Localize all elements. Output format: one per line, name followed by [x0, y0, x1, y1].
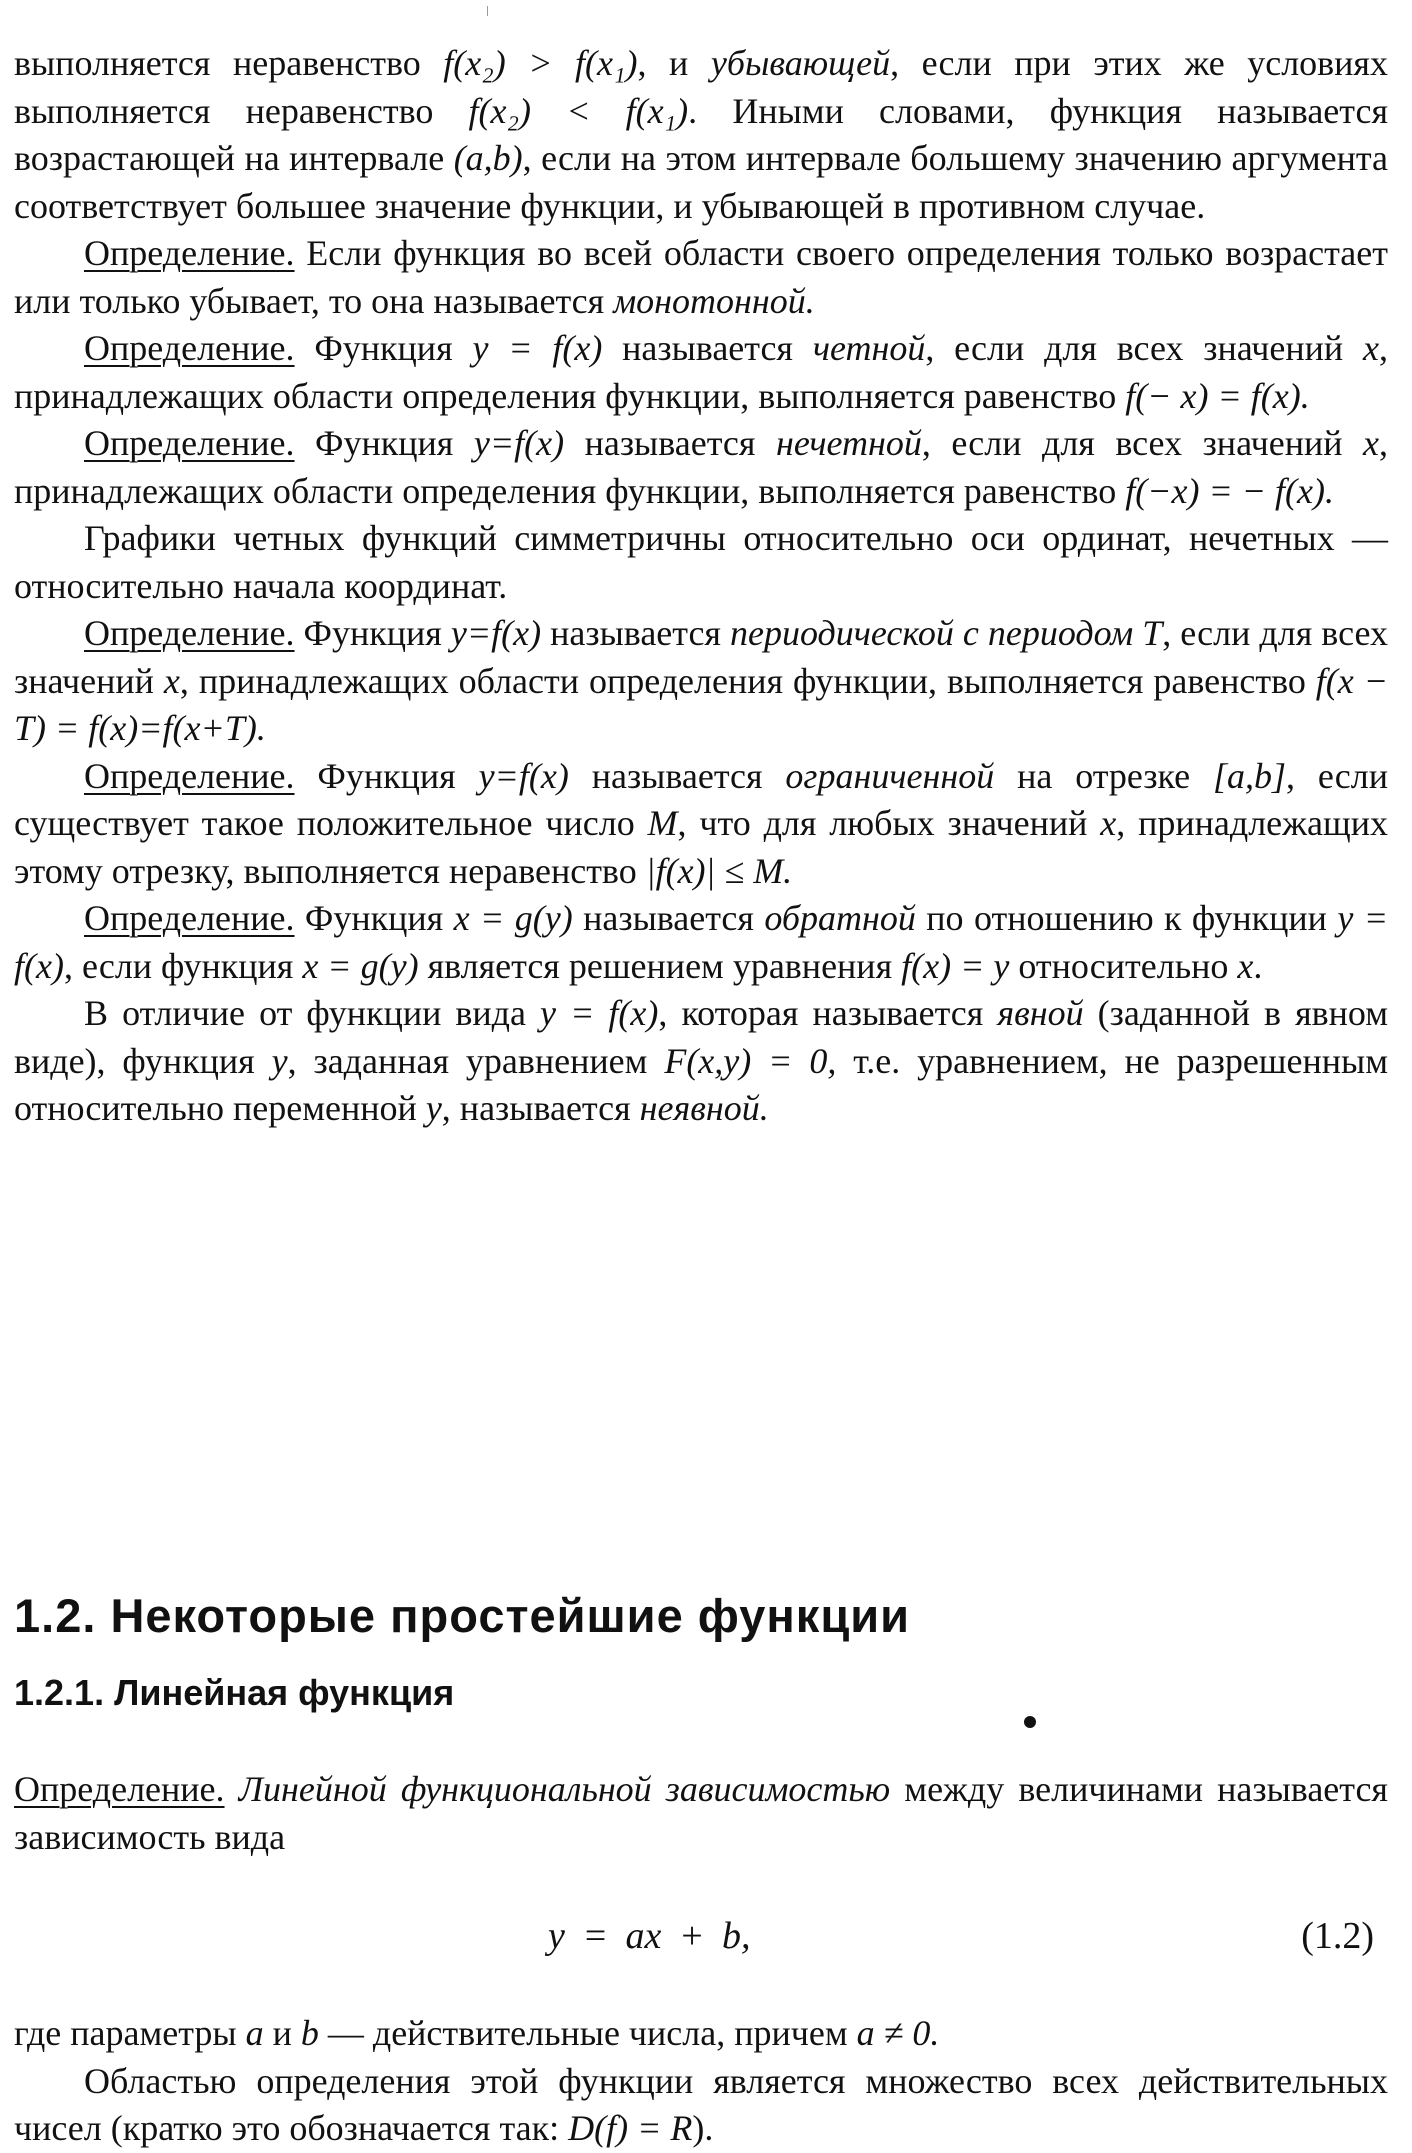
text-run: называется: [568, 755, 786, 796]
formula-1-2: [0, 1914, 1388, 1964]
math-or-term: периодической с периодом T: [730, 613, 1163, 653]
math-or-term: убывающей: [710, 43, 891, 83]
text-run: Функция: [294, 613, 451, 653]
text-run: т.е. уравнением, не разрешенным относительно переменной: [14, 1040, 1389, 1128]
text-run: на отрезке: [994, 755, 1213, 796]
text-run: . Иными словами, функция называется возрастающей на интервале: [14, 90, 1388, 178]
math-or-term: f(x) = y: [901, 945, 1010, 986]
text-run: , если для всех значений: [925, 328, 1364, 368]
math-or-term: f(x₂) > f(x₁): [443, 43, 638, 83]
math-or-term: M: [647, 803, 678, 843]
text-run: , если при этих же условиях выполняется неравенство: [14, 43, 1388, 131]
stray-dot: [1024, 1716, 1036, 1728]
text-run: , если для всех значений: [14, 613, 1388, 701]
math-or-term: x: [1363, 328, 1379, 368]
definition-label: Определение.: [84, 233, 295, 273]
text-run: ).: [692, 2108, 714, 2148]
math-or-term: явной: [997, 993, 1084, 1033]
text-run: Функция: [294, 423, 474, 463]
text-run: , заданная уравнением: [287, 1040, 665, 1081]
text-run: называется: [572, 898, 765, 938]
text-run: , принадлежащих области определения функции, выполняется равенство: [179, 660, 1316, 701]
math-or-term: x: [163, 660, 180, 701]
text-run: Графики четных функций симметричны относительно оси ординат, нечетных — относительно начала координат.: [14, 518, 1388, 606]
definition-label: Определение.: [84, 328, 295, 368]
text-run: , называется: [441, 1088, 640, 1128]
math-or-term: нечетной: [775, 423, 922, 463]
text-run: — действительные числа, причем: [318, 2013, 857, 2053]
math-or-term: обратной: [764, 898, 916, 938]
text-run: , принадлежащих области определения функции, выполняется равенство: [14, 328, 1388, 416]
text-run: по отношению к функции: [915, 898, 1338, 938]
math-or-term: x = g(y): [302, 945, 419, 986]
scan-mark: [487, 6, 488, 16]
upper-text-block: [14, 40, 1388, 1133]
text-run: Функция: [294, 328, 473, 368]
text-run: между величинами называется зависимость вида: [14, 1769, 1388, 1857]
definition-label: Определение.: [84, 613, 295, 653]
definition-label: Определение.: [14, 1769, 225, 1809]
math-or-term: a: [245, 2013, 264, 2053]
math-or-term: y: [425, 1088, 442, 1128]
paragraph: [14, 230, 1388, 325]
definition-label: Определение.: [84, 423, 295, 463]
paragraph: [14, 990, 1388, 1133]
math-or-term: y: [271, 1040, 288, 1081]
text-run: , если функция: [63, 945, 303, 986]
section-heading: 1.2. Некоторые простейшие функции: [14, 1589, 911, 1642]
math-or-term: y=f(x): [473, 423, 565, 463]
math-or-term: неявной.: [639, 1088, 769, 1128]
paragraph: [14, 40, 1388, 230]
text-run: относительно: [1009, 945, 1238, 986]
definition-label: Определение.: [84, 898, 295, 938]
text-run: , принадлежащих области определения функции, выполняется равенство: [14, 423, 1388, 511]
text-run: Функция: [294, 898, 454, 938]
math-or-term: x: [1237, 945, 1254, 986]
text-run: , что для любых значений: [677, 803, 1101, 843]
paragraph: [14, 610, 1388, 753]
formula-number: (1.2): [1301, 1915, 1374, 1957]
text-run: , и: [637, 43, 711, 83]
math-or-term: y = f(x): [14, 898, 1389, 986]
text-run: , которая называется: [658, 993, 998, 1033]
paragraph: [14, 2058, 1388, 2153]
paragraph: [14, 895, 1388, 990]
math-or-term: y = f(x): [472, 328, 603, 368]
paragraph: [14, 1766, 1388, 1861]
math-or-term: (a,b): [453, 138, 523, 178]
math-or-term: монотонной.: [613, 280, 815, 321]
text-run: Функция: [294, 755, 479, 796]
definition-block: [14, 1766, 1388, 1861]
text-run: выполняется неравенство: [14, 43, 444, 83]
math-or-term: F(x,y) = 0,: [664, 1040, 837, 1081]
math-or-term: D(f) = R: [568, 2108, 693, 2148]
text-run: Областью определения этой функции является множество всех действительных чисел (кратко это обозначается так:: [14, 2060, 1388, 2148]
formula-expression: y = ax + b,: [548, 1915, 751, 1957]
paragraph: [14, 2010, 1388, 2058]
text-run: , принадлежащих этому отрезку, выполняется неравенство: [14, 803, 1388, 891]
paragraph: [14, 420, 1388, 515]
math-or-term: x: [1363, 423, 1379, 463]
math-or-term: f(−x) = − f(x).: [1125, 470, 1335, 511]
text-run: называется: [541, 613, 731, 653]
text-run: (заданной в явном виде), функция: [14, 993, 1388, 1081]
text-run: называется: [564, 423, 776, 463]
math-or-term: четной: [812, 328, 926, 368]
subsection-heading: 1.2.1. Линейная функция: [14, 1672, 455, 1713]
text-run: .: [1253, 945, 1263, 986]
math-or-term: b: [300, 2013, 319, 2053]
math-or-term: f(x − T) = f(x)=f(x+T).: [14, 660, 1389, 748]
math-or-term: f(x₂) < f(x₁): [468, 90, 689, 131]
text-run: , если на этом интервале большему значению аргумента соответствует большее значение функции, и убывающей в противном случае.: [14, 138, 1388, 226]
definition-label: Определение.: [84, 755, 295, 796]
math-or-term: |f(x)| ≤ M.: [645, 850, 793, 891]
paragraph: [14, 515, 1388, 610]
math-or-term: [a,b]: [1213, 755, 1287, 796]
math-or-term: y=f(x): [478, 755, 569, 796]
math-or-term: x = g(y): [453, 898, 573, 938]
text-run: и: [263, 2013, 301, 2053]
math-or-term: y = f(x): [540, 993, 659, 1033]
math-or-term: a ≠ 0.: [856, 2013, 940, 2053]
text-run: В отличие от функции вида: [84, 993, 541, 1033]
paragraph: [14, 325, 1388, 420]
text-run: [225, 1769, 239, 1809]
text-run: где параметры: [14, 2013, 246, 2053]
math-or-term: Линейной функциональной зависимостью: [238, 1769, 891, 1809]
math-or-term: ограниченной: [785, 755, 995, 796]
text-run: Если функция во всей области своего определения только возрастает или только убывает, то она называется: [14, 233, 1388, 321]
text-run: , если для всех значений: [921, 423, 1364, 463]
text-run: называется: [602, 328, 813, 368]
math-or-term: y=f(x): [450, 613, 542, 653]
text-run: является решением уравнения: [418, 945, 902, 986]
text-run: , если существует такое положительное число: [14, 755, 1388, 843]
math-or-term: f(− x) = f(x).: [1125, 375, 1310, 416]
paragraph: [14, 753, 1388, 896]
math-or-term: x: [1100, 803, 1117, 843]
after-formula-block: [14, 2010, 1388, 2153]
